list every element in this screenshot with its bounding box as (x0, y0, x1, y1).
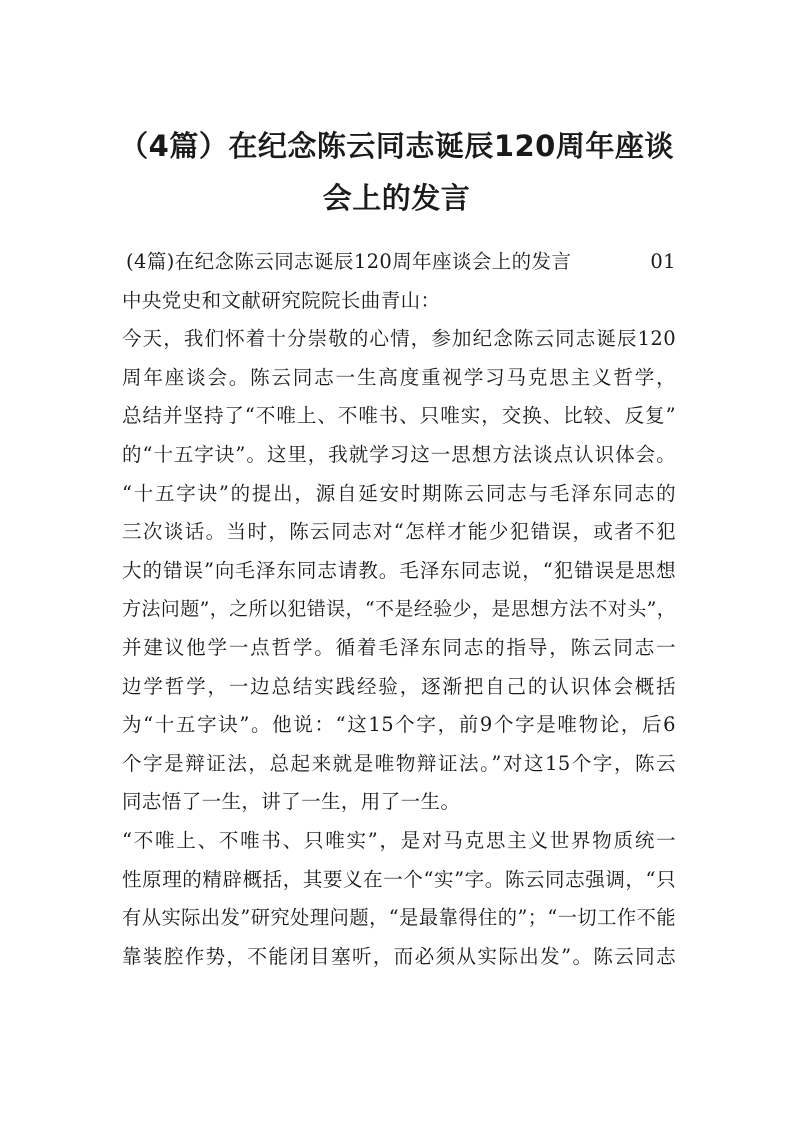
paragraph-line: 靠装腔作势，不能闭目塞听，而必须从实际出发”。陈云同志 (122, 944, 676, 968)
paragraph-line: 中央党史和文献研究院院长曲青山： (122, 288, 441, 312)
paragraph-line: “十五字诀”的提出，源自延安时期陈云同志与毛泽东同志的 (122, 481, 676, 505)
paragraph-line: 为“十五字诀”。他说：“这15个字，前9个字是唯物论，后6 (122, 713, 676, 737)
paragraph-line: 三次谈话。当时，陈云同志对“怎样才能少犯错误，或者不犯 (122, 520, 676, 544)
paragraph-line: 周年座谈会。陈云同志一生高度重视学习马克思主义哲学， (122, 365, 676, 389)
paragraph-line: 有从实际出发”研究处理问题，“是最靠得住的”；“一切工作不能 (122, 906, 676, 930)
intro-line (122, 243, 676, 282)
paragraph-line: 今天，我们怀着十分崇敬的心情，参加纪念陈云同志诞辰120 (122, 327, 676, 351)
intro-text: (4篇)在纪念陈云同志诞辰120周年座谈会上的发言 (126, 250, 572, 273)
paragraph-line: 的“十五字诀”。这里，我就学习这一思想方法谈点认识体会。 (122, 442, 676, 466)
title-line-1: （4篇）在纪念陈云同志诞辰120周年座谈 (119, 129, 674, 163)
paragraph-line: 性原理的精辟概括，其要义在一个“实”字。陈云同志强调，“只 (122, 867, 676, 891)
paragraph-line: “不唯上、不唯书、只唯实”，是对马克思主义世界物质统一 (122, 828, 676, 852)
paragraph-line: 边学哲学，一边总结实践经验，逐渐把自己的认识体会概括 (122, 674, 676, 698)
paragraph-line: 并建议他学一点哲学。循着毛泽东同志的指导，陈云同志一 (122, 635, 676, 659)
paragraph-line: 同志悟了一生，讲了一生，用了一生。 (122, 790, 461, 814)
document-body (122, 243, 676, 976)
document-title (110, 120, 683, 224)
paragraph-line: 个字是辩证法，总起来就是唯物辩证法。”对这15个字，陈云 (122, 751, 676, 775)
paragraph-line: 方法问题”，之所以犯错误，“不是经验少，是思想方法不对头”， (122, 598, 677, 621)
paragraph-line: 总结并坚持了“不唯上、不唯书、只唯实，交换、比较、反复” (122, 404, 676, 428)
section-number: 01 (650, 250, 676, 273)
title-line-2: 会上的发言 (322, 181, 471, 215)
paragraph-line: 大的错误”向毛泽东同志请教。毛泽东同志说，“犯错误是思想 (122, 558, 676, 582)
